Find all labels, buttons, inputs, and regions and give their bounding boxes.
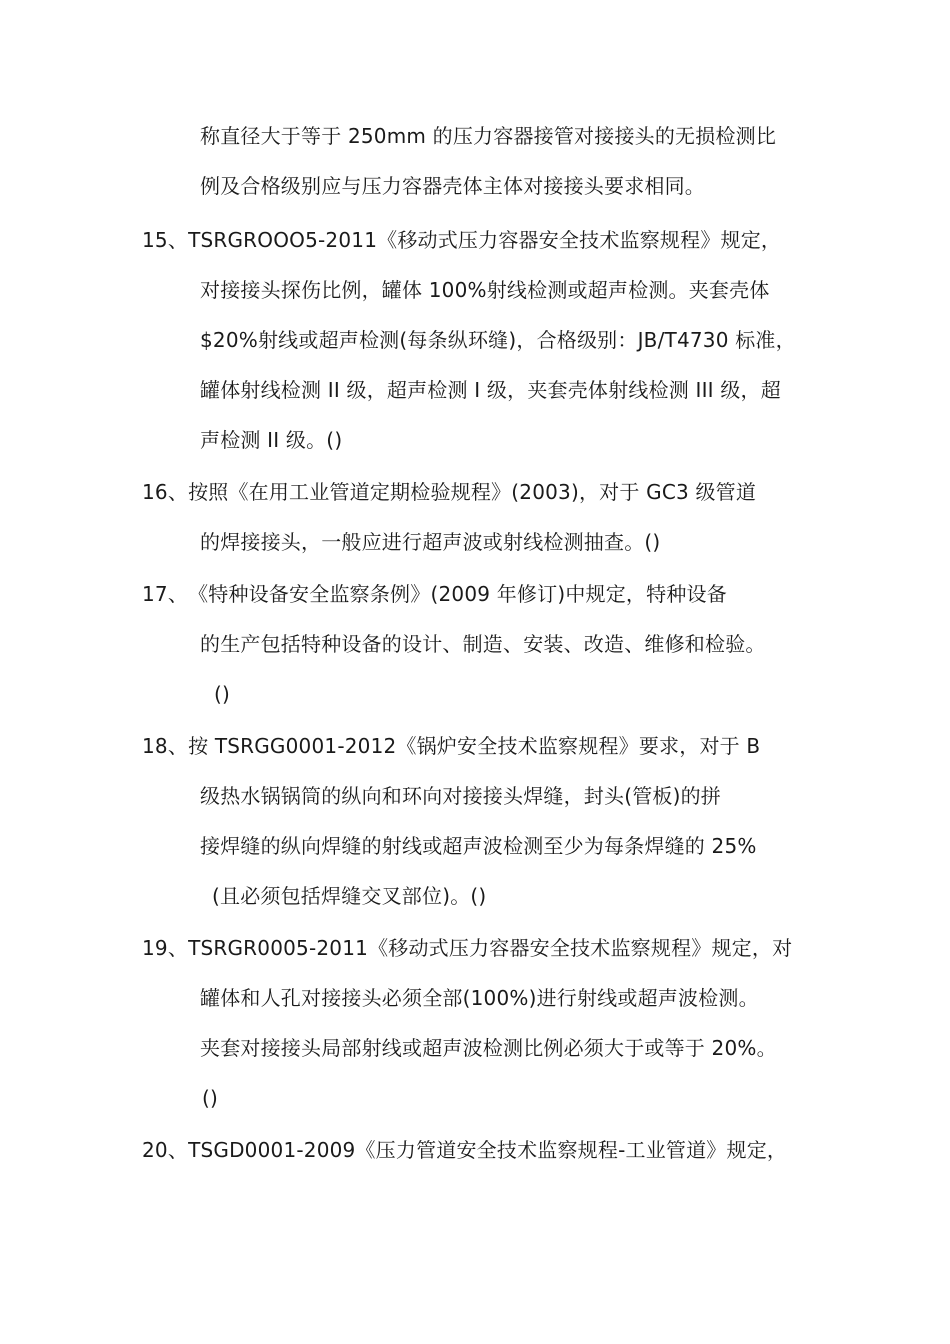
paragraph-line: $20%射线或超声检测(每条纵环缝)，合格级别：JB/T4730 标准， <box>200 328 796 352</box>
item-number: 17、 <box>142 582 189 606</box>
paragraph-line: 的焊接接头，一般应进行超声波或射线检测抽查。() <box>200 530 661 554</box>
item-18-first-line <box>142 732 760 760</box>
item-text: TSRGR0005-2011《移动式压力容器安全技术监察规程》规定，对 <box>188 936 793 960</box>
paragraph-line: 罐体射线检测 II 级，超声检测 I 级，夹套壳体射线检测 III 级，超 <box>200 378 781 402</box>
item-text: 《特种设备安全监察条例》(2009 年修订)中规定，特种设备 <box>188 582 727 606</box>
item-17-first-line <box>142 580 727 608</box>
paragraph-line: 例及合格级别应与压力容器壳体主体对接接头要求相同。 <box>200 174 705 198</box>
item-number: 15、 <box>142 228 189 252</box>
paragraph-line: (且必须包括焊缝交叉部位)。() <box>212 884 487 908</box>
paragraph-line: 罐体和人孔对接接头必须全部(100%)进行射线或超声波检测。 <box>200 986 759 1010</box>
item-number: 16、 <box>142 480 189 504</box>
paragraph-line: 夹套对接接头局部射线或超声波检测比例必须大于或等于 20%。 <box>200 1036 777 1060</box>
item-16-first-line <box>142 478 756 506</box>
paragraph-line: 声检测 II 级。() <box>200 428 343 452</box>
paragraph-line: () <box>214 682 231 706</box>
paragraph-line: 的生产包括特种设备的设计、制造、安装、改造、维修和检验。 <box>200 632 766 656</box>
paragraph-line: 称直径大于等于 250mm 的压力容器接管对接接头的无损检测比 <box>200 124 777 148</box>
paragraph-line: 接焊缝的纵向焊缝的射线或超声波检测至少为每条焊缝的 25% <box>200 834 757 858</box>
item-19-first-line <box>142 934 792 962</box>
item-text: TSGD0001-2009《压力管道安全技术监察规程-工业管道》规定， <box>188 1138 788 1162</box>
item-number: 18、 <box>142 734 189 758</box>
item-20-first-line <box>142 1136 787 1164</box>
item-text: 按照《在用工业管道定期检验规程》(2003)，对于 GC3 级管道 <box>188 480 757 504</box>
item-text: 按 TSRGG0001-2012《锅炉安全技术监察规程》要求，对于 B <box>188 734 761 758</box>
item-15-first-line <box>142 226 781 254</box>
paragraph-line: () <box>202 1086 219 1110</box>
paragraph-line: 级热水锅锅筒的纵向和环向对接接头焊缝，封头(管板)的拼 <box>200 784 722 808</box>
item-number: 20、 <box>142 1138 189 1162</box>
paragraph-line: 对接接头探伤比例，罐体 100%射线检测或超声检测。夹套壳体 <box>200 278 770 302</box>
item-number: 19、 <box>142 936 189 960</box>
item-text: TSRGROOO5-2011《移动式压力容器安全技术监察规程》规定， <box>188 228 782 252</box>
